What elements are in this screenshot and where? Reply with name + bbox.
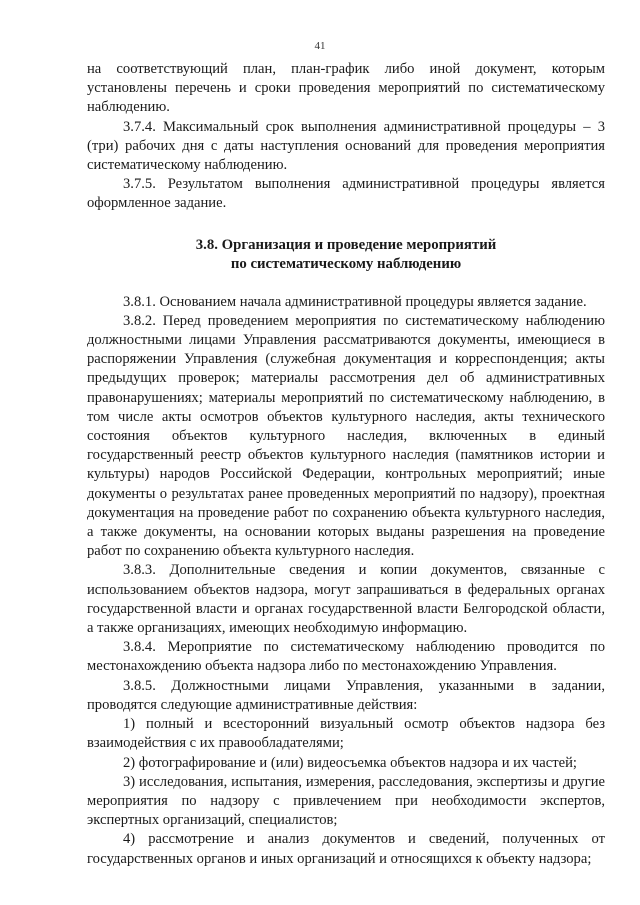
page-number: 41 <box>314 40 326 52</box>
list-item: 2) фотографирование и (или) видеосъемка объектов надзора и их частей; <box>123 754 577 771</box>
paragraph-3-7-4: 3.7.4. Максимальный срок выполнения административной процедуры – 3 (три) рабочих дня с даты наступления оснований для проведения мероприятия систематическому наблюдению. <box>87 118 605 174</box>
list-item: 4) рассмотрение и анализ документов и сведений, полученных от государственных органов и иных организаций и относящихся к объекту надзора; <box>87 831 605 867</box>
paragraph-3-7-5: 3.7.5. Результатом выполнения административной процедуры является оформленное задание. <box>87 176 605 212</box>
list-item: 1) полный и всесторонний визуальный осмотр объектов надзора без взаимодействия с их правообладателями; <box>87 716 605 752</box>
paragraph-3-8-5: 3.8.5. Должностными лицами Управления, указанными в задании, проводятся следующие административные действия: <box>87 677 605 713</box>
list-item: 3) исследования, испытания, измерения, расследования, экспертизы и другие мероприятия по надзору с привлечением при необходимости экспертов, экспертных организаций, специалистов; <box>87 773 605 829</box>
paragraph-3-8-4: 3.8.4. Мероприятие по систематическому наблюдению проводится по местонахождению объекта надзора либо по местонахождению Управления. <box>87 639 605 675</box>
document-body <box>87 60 605 869</box>
paragraph-3-8-1: 3.8.1. Основанием начала административной процедуры является задание. <box>123 293 587 310</box>
paragraph-3-8-3: 3.8.3. Дополнительные сведения и копии документов, связанные с использованием объектов надзора, могут запрашиваться в федеральных органах государственной власти и органах государственной власти Белгородской области, а также организациях, имеющих необходимую информацию. <box>87 562 605 637</box>
paragraph-continuation: на соответствующий план, план-график либо иной документ, которым установлены перечень и сроки проведения мероприятий по систематическому наблюдению. <box>87 61 605 116</box>
paragraph-3-8-2: 3.8.2. Перед проведением мероприятия по систематическому наблюдению должностными лицами Управления рассматриваются документы, имеющиеся в распоряжении Управления (служебная документация и корреспонденция; акты предыдущих проверок; материалы рассмотрения дел об административных правонарушениях; материалы мероприятий по систематическому наблюдению, в том числе акты осмотров объектов культурного наследия, акты технического состояния объектов культурного наследия, включенных в единый государственный реестр объектов культурного наследия (памятников истории и культуры) народов Российской Федерации, контрольных мероприятий; иные документы о результатах ранее проведенных мероприятий по надзору), проектная документация на проведение работ по сохранению объекта культурного наследия, а также документы, на основании которых выданы разрешения на проведение работ по сохранению объекта культурного наследия. <box>87 312 605 560</box>
section-title-line-1: 3.8. Организация и проведение мероприятий <box>195 236 497 253</box>
section-heading <box>87 236 605 275</box>
section-title-line-2: по систематическому наблюдению <box>230 256 462 273</box>
